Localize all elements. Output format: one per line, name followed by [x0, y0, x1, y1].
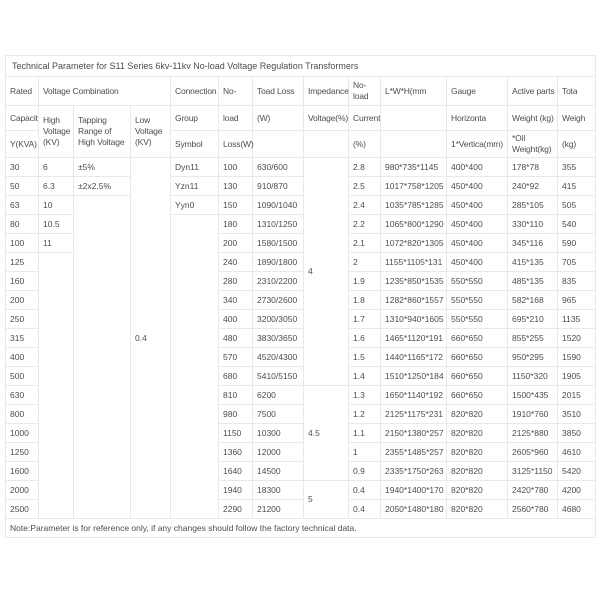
table-cell: 2.8 [349, 158, 381, 177]
table-cell: 1.4 [349, 367, 381, 386]
table-cell: 2730/2600 [253, 291, 304, 310]
table-cell: 660*650 [447, 348, 508, 367]
table-cell: 570 [219, 348, 253, 367]
table-cell: 200 [6, 291, 39, 310]
table-cell: 1150*320 [508, 367, 558, 386]
column-header-cell: Capacit [6, 106, 39, 131]
table-cell: 450*400 [447, 253, 508, 272]
column-header-cell: Y(KVA) [6, 131, 39, 158]
note-row [6, 519, 596, 538]
table-cell: 1890/1800 [253, 253, 304, 272]
table-cell: 250 [6, 310, 39, 329]
column-header-cell: Voltage Combination [39, 77, 171, 106]
table-cell: 178*78 [508, 158, 558, 177]
table-cell: 4680 [558, 500, 596, 519]
table-cell: 1465*1120*191 [381, 329, 447, 348]
table-cell: 1910*760 [508, 405, 558, 424]
table-cell: 550*550 [447, 310, 508, 329]
table-cell: 18300 [253, 481, 304, 500]
column-header-cell [304, 131, 349, 158]
table-cell: 2.4 [349, 196, 381, 215]
table-cell: 2560*780 [508, 500, 558, 519]
table-cell: 835 [558, 272, 596, 291]
table-cell: 550*550 [447, 272, 508, 291]
table-cell: 21200 [253, 500, 304, 519]
table-cell: 1.3 [349, 386, 381, 405]
table-cell: 1.1 [349, 424, 381, 443]
column-header-cell: *Oil Weight(kg) [508, 131, 558, 158]
column-header-cell: Impedance [304, 77, 349, 106]
table-cell: 10.5 [39, 215, 74, 234]
table-cell: 2125*1175*231 [381, 405, 447, 424]
table-cell: 30 [6, 158, 39, 177]
column-header-cell: Voltage(%) [304, 106, 349, 131]
table-cell: 180 [219, 215, 253, 234]
table-cell: 1310*940*1605 [381, 310, 447, 329]
table-cell: 1580/1500 [253, 234, 304, 253]
column-header-cell: (%) [349, 131, 381, 158]
table-cell: 4200 [558, 481, 596, 500]
column-header-cell: Current [349, 106, 381, 131]
column-header-cell: Tota [558, 77, 596, 106]
table-cell: Yyn0 [171, 196, 219, 215]
table-cell: 910/870 [253, 177, 304, 196]
table-cell: 50 [6, 177, 39, 196]
table-cell: 450*400 [447, 215, 508, 234]
table-cell: 1940*1400*170 [381, 481, 447, 500]
table-cell: 590 [558, 234, 596, 253]
table-cell: 1250 [6, 443, 39, 462]
table-title: Technical Parameter for S11 Series 6kv-11kv No-load Voltage Regulation Transformers [6, 56, 596, 77]
table-cell: 2150*1380*257 [381, 424, 447, 443]
table-cell: 240*92 [508, 177, 558, 196]
table-cell: 355 [558, 158, 596, 177]
table-cell: 10300 [253, 424, 304, 443]
column-header-cell [253, 131, 304, 158]
table-cell: 280 [219, 272, 253, 291]
column-header-cell: Weight (kg) [508, 106, 558, 131]
table-cell: 3850 [558, 424, 596, 443]
table-cell [74, 196, 131, 519]
table-cell: 2125*880 [508, 424, 558, 443]
column-header-cell: Rated [6, 77, 39, 106]
table-cell: ±5% [74, 158, 131, 177]
table-cell: 1520 [558, 329, 596, 348]
table-cell: 160 [6, 272, 39, 291]
table-cell: 810 [219, 386, 253, 405]
column-header-cell: Active parts [508, 77, 558, 106]
table-cell: 130 [219, 177, 253, 196]
table-cell: 150 [219, 196, 253, 215]
table-cell: 415*135 [508, 253, 558, 272]
table-cell [39, 253, 74, 519]
table-row [6, 177, 596, 196]
table-cell: 200 [219, 234, 253, 253]
table-cell: 980 [219, 405, 253, 424]
table-cell: 1.5 [349, 348, 381, 367]
table-cell: 820*820 [447, 424, 508, 443]
table-cell: 660*650 [447, 367, 508, 386]
table-cell: 3830/3650 [253, 329, 304, 348]
table-cell: 820*820 [447, 443, 508, 462]
table-cell: 2015 [558, 386, 596, 405]
table-cell: 450*400 [447, 234, 508, 253]
table-row [6, 158, 596, 177]
table-cell: 340 [219, 291, 253, 310]
table-cell: 1065*800*1290 [381, 215, 447, 234]
table-cell: 1235*850*1535 [381, 272, 447, 291]
table-cell: 1150 [219, 424, 253, 443]
table-cell: 450*400 [447, 196, 508, 215]
table-cell: 630/600 [253, 158, 304, 177]
table-cell: 4610 [558, 443, 596, 462]
column-header-cell: (W) [253, 106, 304, 131]
table-cell: 820*820 [447, 462, 508, 481]
column-header-cell: (kg) [558, 131, 596, 158]
table-cell: 10 [39, 196, 74, 215]
table-cell: 6200 [253, 386, 304, 405]
column-header-cell: High Voltage (KV) [39, 106, 74, 158]
table-cell: 800 [6, 405, 39, 424]
table-cell: 100 [219, 158, 253, 177]
table-cell: 2050*1480*180 [381, 500, 447, 519]
table-cell: 680 [219, 367, 253, 386]
table-cell: 950*295 [508, 348, 558, 367]
table-cell: 400 [219, 310, 253, 329]
table-cell: 12000 [253, 443, 304, 462]
table-cell: 3125*1150 [508, 462, 558, 481]
table-cell: 2.2 [349, 215, 381, 234]
table-cell: 315 [6, 329, 39, 348]
column-header-cell: No-load [349, 77, 381, 106]
table-cell: 820*820 [447, 481, 508, 500]
table-cell: Yzn11 [171, 177, 219, 196]
table-cell: 0.4 [349, 500, 381, 519]
table-cell: 1600 [6, 462, 39, 481]
column-header-cell [381, 131, 447, 158]
table-cell: 1155*1105*131 [381, 253, 447, 272]
table-container [5, 55, 595, 538]
table-cell: 0.4 [131, 158, 171, 519]
table-cell: 2290 [219, 500, 253, 519]
table-cell: 660*650 [447, 329, 508, 348]
table-cell: 1.9 [349, 272, 381, 291]
column-header-cell: 1*Vertica(mm) [447, 131, 508, 158]
table-cell: 345*116 [508, 234, 558, 253]
table-cell: 705 [558, 253, 596, 272]
table-cell: 14500 [253, 462, 304, 481]
table-cell: 820*820 [447, 500, 508, 519]
table-cell: 2310/2200 [253, 272, 304, 291]
table-cell: 1035*785*1285 [381, 196, 447, 215]
table-cell: 330*110 [508, 215, 558, 234]
table-cell: 240 [219, 253, 253, 272]
table-cell: 965 [558, 291, 596, 310]
table-cell: 2.1 [349, 234, 381, 253]
table-cell: 1.8 [349, 291, 381, 310]
table-cell: 4.5 [304, 386, 349, 481]
table-cell: 450*400 [447, 177, 508, 196]
table-cell: 125 [6, 253, 39, 272]
header-row [6, 106, 596, 131]
column-header-cell: Horizonta [447, 106, 508, 131]
table-cell: 505 [558, 196, 596, 215]
table-cell: 285*105 [508, 196, 558, 215]
table-cell: 3200/3050 [253, 310, 304, 329]
table-cell: 1017*758*1205 [381, 177, 447, 196]
table-cell: 1000 [6, 424, 39, 443]
table-cell: 11 [39, 234, 74, 253]
table-cell: 1135 [558, 310, 596, 329]
table-cell: 660*650 [447, 386, 508, 405]
table-cell: 2420*780 [508, 481, 558, 500]
table-cell: 6 [39, 158, 74, 177]
table-cell: 1 [349, 443, 381, 462]
table-cell: 1500*435 [508, 386, 558, 405]
table-cell: 2335*1750*263 [381, 462, 447, 481]
table-cell: 695*210 [508, 310, 558, 329]
table-cell: 550*550 [447, 291, 508, 310]
table-cell: 2500 [6, 500, 39, 519]
table-cell: 1072*820*1305 [381, 234, 447, 253]
table-note: Note:Parameter is for reference only, if any changes should follow the factory technical data. [6, 519, 596, 538]
column-header-cell: Weigh [558, 106, 596, 131]
table-cell: 4 [304, 158, 349, 386]
table-cell: 1090/1040 [253, 196, 304, 215]
table-cell: 1.2 [349, 405, 381, 424]
column-header-cell: Low Voltage (KV) [131, 106, 171, 158]
table-cell: Dyn11 [171, 158, 219, 177]
column-header-cell: load [219, 106, 253, 131]
table-cell: 80 [6, 215, 39, 234]
table-cell: 630 [6, 386, 39, 405]
table-cell: 2 [349, 253, 381, 272]
table-cell: 1905 [558, 367, 596, 386]
header-row [6, 77, 596, 106]
table-cell: 400 [6, 348, 39, 367]
column-header-cell: Group [171, 106, 219, 131]
table-cell: 0.9 [349, 462, 381, 481]
table-cell: 1282*860*1557 [381, 291, 447, 310]
column-header-cell: Tapping Range of High Voltage [74, 106, 131, 158]
table-cell: 980*735*1145 [381, 158, 447, 177]
table-cell: 480 [219, 329, 253, 348]
table-cell: 1650*1140*192 [381, 386, 447, 405]
table-cell: 485*135 [508, 272, 558, 291]
table-cell: 820*820 [447, 405, 508, 424]
table-cell: 415 [558, 177, 596, 196]
column-header-cell: Loss(W) [219, 131, 253, 158]
table-cell: 1310/1250 [253, 215, 304, 234]
table-cell: 1360 [219, 443, 253, 462]
table-cell: 63 [6, 196, 39, 215]
table-cell: 6.3 [39, 177, 74, 196]
column-header-cell: Symbol [171, 131, 219, 158]
title-row [6, 56, 596, 77]
table-cell: 1590 [558, 348, 596, 367]
table-cell: 582*168 [508, 291, 558, 310]
column-header-cell: L*W*H(mm [381, 77, 447, 106]
table-cell: 1510*1250*184 [381, 367, 447, 386]
table-cell: ±2x2.5% [74, 177, 131, 196]
table-cell: 1640 [219, 462, 253, 481]
table-cell: 2605*960 [508, 443, 558, 462]
table-cell: 1.7 [349, 310, 381, 329]
table-cell: 0.4 [349, 481, 381, 500]
table-cell: 5410/5150 [253, 367, 304, 386]
column-header-cell: Gauge [447, 77, 508, 106]
table-cell: 5420 [558, 462, 596, 481]
table-cell: 100 [6, 234, 39, 253]
table-cell: 2.5 [349, 177, 381, 196]
table-cell: 400*400 [447, 158, 508, 177]
table-cell: 2000 [6, 481, 39, 500]
table-cell [171, 215, 219, 519]
table-cell: 5 [304, 481, 349, 519]
table-cell: 4520/4300 [253, 348, 304, 367]
column-header-cell: Connection [171, 77, 219, 106]
table-cell: 1440*1165*172 [381, 348, 447, 367]
parameters-table [5, 55, 596, 538]
table-cell: 1940 [219, 481, 253, 500]
table-cell: 855*255 [508, 329, 558, 348]
column-header-cell [381, 106, 447, 131]
table-cell: 1.6 [349, 329, 381, 348]
table-cell: 3510 [558, 405, 596, 424]
column-header-cell: Toad Loss [253, 77, 304, 106]
table-row [6, 196, 596, 215]
column-header-cell: No- [219, 77, 253, 106]
table-cell: 2355*1485*257 [381, 443, 447, 462]
table-cell: 500 [6, 367, 39, 386]
table-cell: 540 [558, 215, 596, 234]
table-cell: 7500 [253, 405, 304, 424]
